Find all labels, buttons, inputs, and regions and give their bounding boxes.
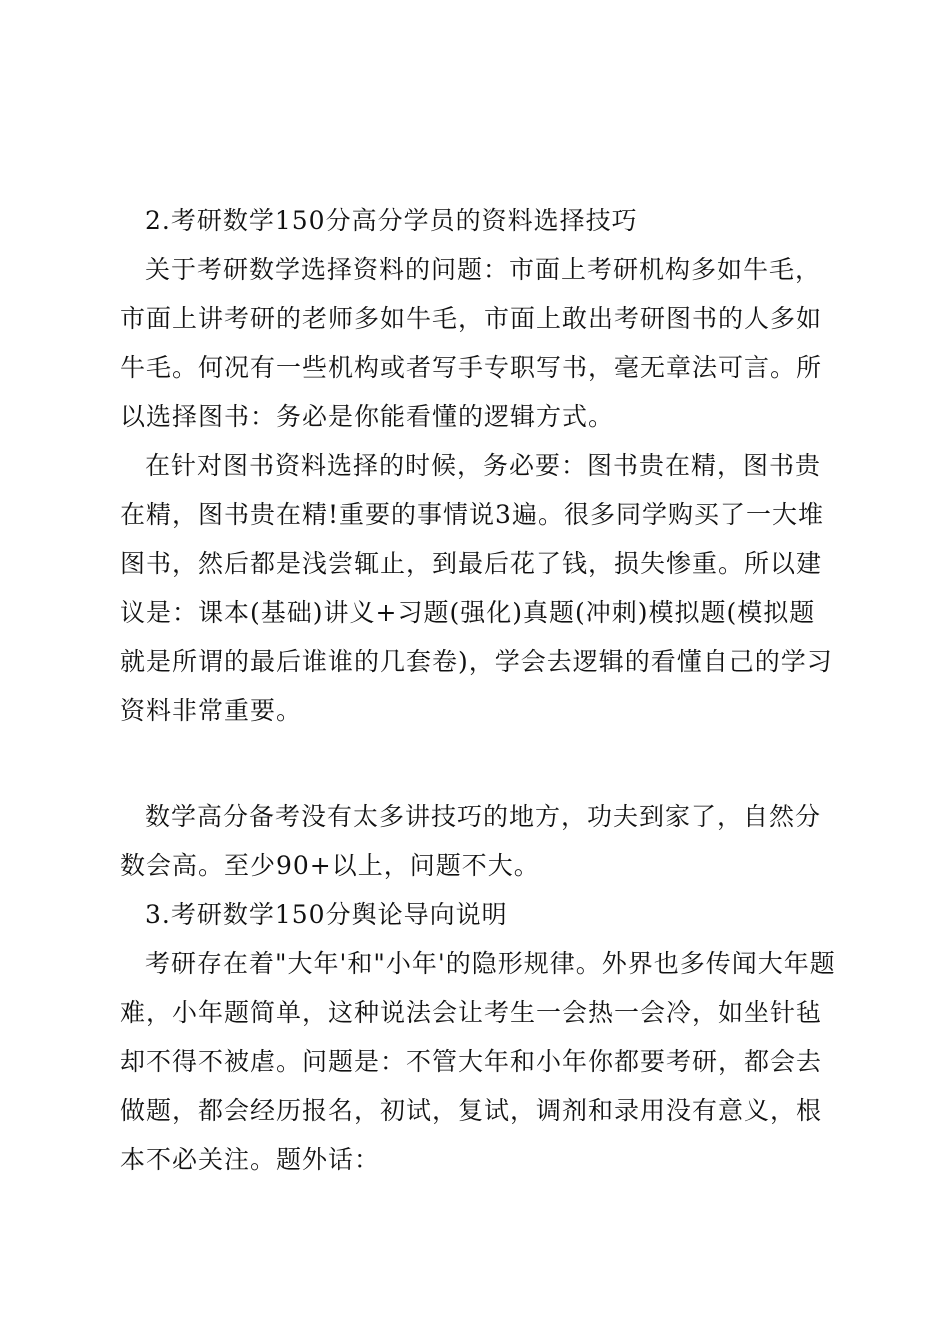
paragraph-materials-intro: 关于考研数学选择资料的问题：市面上考研机构多如牛毛，市面上讲考研的老师多如牛毛，市面上敢出考研图书的人多如牛毛。何况有一些机构或者写手专职写书，毫无章法可言。所以选择图书：务必是你能看懂的逻辑方式。: [120, 255, 823, 431]
paragraph-public-opinion: 考研存在着"大年'和"小年'的隐形规律。外界也多传闻大年题难，小年题简单，这种说法会让考生一会热一会冷，如坐针毡却不得不被虐。问题是：不管大年和小年你都要考研，都会去做题，都会经历报名，初试，复试，调剂和录用没有意义，根本不必关注。题外话：: [120, 949, 836, 1174]
section-heading-3: 3.考研数学150分舆论导向说明: [145, 900, 508, 929]
paragraph-materials-advice: 在针对图书资料选择的时候，务必要：图书贵在精，图书贵在精，图书贵在精!重要的事情说3遍。很多同学购买了一大堆图书，然后都是浅尝辄止，到最后花了钱，损失惨重。所以建议是：课本(基础)讲义+习题(强化)真题(冲刺)模拟题(模拟题就是所谓的最后谁谁的几套卷)，学会去逻辑的看懂自己的学习资料非常重要。: [120, 451, 833, 725]
section-heading-2: 2.考研数学150分高分学员的资料选择技巧: [145, 206, 638, 235]
paragraph-high-score: 数学高分备考没有太多讲技巧的地方，功夫到家了，自然分数会高。至少90+以上，问题不大。: [120, 802, 822, 880]
